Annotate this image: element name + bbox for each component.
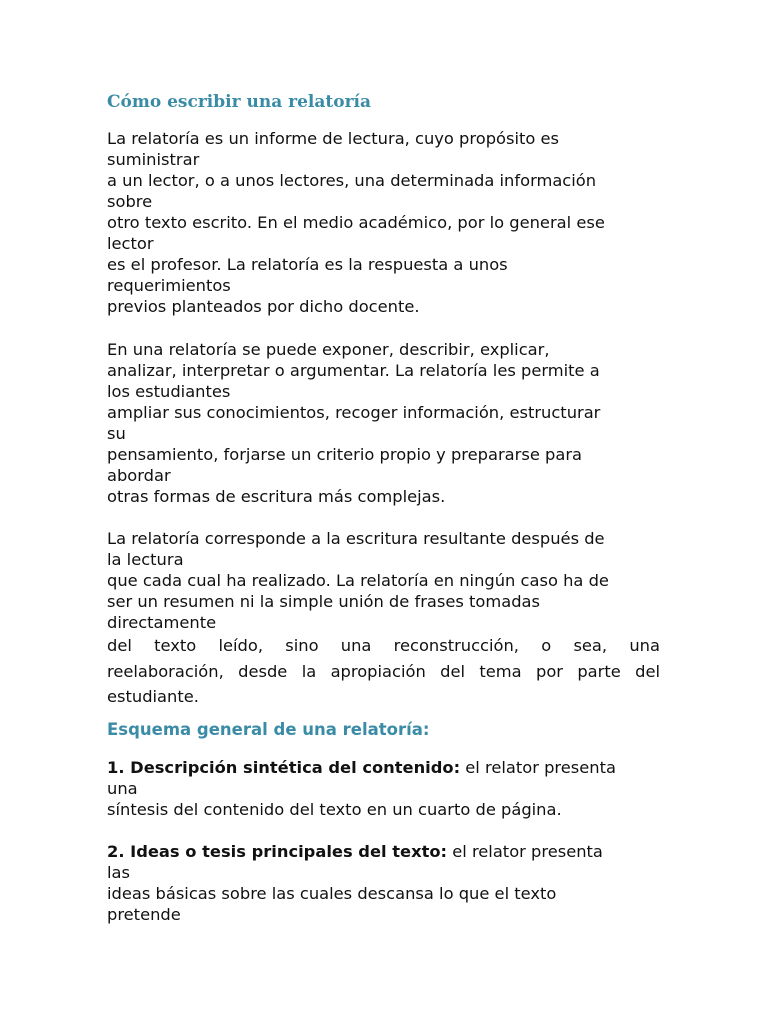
text-line: es el profesor. La relatoría es la respuesta a unos: [107, 255, 508, 274]
text-line: las: [107, 863, 130, 882]
text-line: ser un resumen ni la simple unión de frases tomadas: [107, 592, 540, 611]
text-line: otras formas de escritura más complejas.: [107, 487, 446, 506]
text-line: otro texto escrito. En el medio académico, por lo general ese: [107, 213, 605, 232]
word: desde: [238, 662, 288, 681]
text-line: que cada cual ha realizado. La relatoría en ningún caso ha de: [107, 571, 609, 590]
justified-line: [107, 659, 660, 684]
text-line: En una relatoría se puede exponer, describir, explicar,: [107, 340, 550, 359]
text-line: la lectura: [107, 550, 184, 569]
text-line: directamente: [107, 613, 217, 632]
word: parte: [577, 662, 621, 681]
text-line: ideas básicas sobre las cuales descansa lo que el texto: [107, 884, 557, 903]
word: leído,: [218, 636, 264, 655]
word: la: [301, 662, 317, 681]
text-line: suministrar: [107, 150, 200, 169]
text-line: requerimientos: [107, 276, 231, 295]
word: texto: [154, 636, 197, 655]
text-line: pretende: [107, 905, 181, 924]
word: tema: [479, 662, 522, 681]
text-line: ampliar sus conocimientos, recoger información, estructurar: [107, 403, 601, 422]
text-line: los estudiantes: [107, 382, 231, 401]
word: una: [340, 636, 372, 655]
item-label: 1. Descripción sintética del contenido:: [107, 758, 461, 777]
word: o: [541, 636, 552, 655]
word: sino: [285, 636, 319, 655]
text-line: La relatoría corresponde a la escritura resultante después de: [107, 529, 605, 548]
word: reelaboración,: [107, 662, 224, 681]
text-line: síntesis del contenido del texto en un cuarto de página.: [107, 800, 562, 819]
text-line: a un lector, o a unos lectores, una determinada información: [107, 171, 597, 190]
word: reconstrucción,: [393, 636, 519, 655]
text-line: abordar: [107, 466, 171, 485]
text-line: previos planteados por dicho docente.: [107, 297, 420, 316]
word: por: [535, 662, 563, 681]
text-line: sobre: [107, 192, 153, 211]
word: una: [629, 636, 660, 655]
item-text: el relator presenta: [447, 842, 603, 861]
justified-line: [107, 633, 660, 659]
item-first-line: [107, 841, 660, 862]
item-label: 2. Ideas o tesis principales del texto:: [107, 842, 448, 861]
word: del: [635, 662, 660, 681]
text-line: su: [107, 424, 126, 443]
text-line: analizar, interpretar o argumentar. La relatoría les permite a: [107, 361, 600, 380]
item-first-line: [107, 757, 660, 778]
paragraph-2: [107, 339, 660, 507]
schema-item-1: [107, 757, 660, 820]
word: del: [107, 636, 132, 655]
section-heading: Esquema general de una relatoría:: [107, 720, 430, 739]
paragraph-3: [107, 528, 660, 709]
word: apropiación: [330, 662, 426, 681]
word: del: [440, 662, 466, 681]
document-title: Cómo escribir una relatoría: [107, 92, 372, 112]
text-line: una: [107, 779, 138, 798]
schema-item-2: [107, 841, 660, 925]
text-line: estudiante.: [107, 687, 199, 706]
text-line: La relatoría es un informe de lectura, cuyo propósito es: [107, 129, 560, 148]
paragraph-1: [107, 128, 660, 317]
text-line: pensamiento, forjarse un criterio propio y prepararse para: [107, 445, 582, 464]
word: sea,: [573, 636, 608, 655]
item-text: el relator presenta: [460, 758, 616, 777]
text-line: lector: [107, 234, 154, 253]
